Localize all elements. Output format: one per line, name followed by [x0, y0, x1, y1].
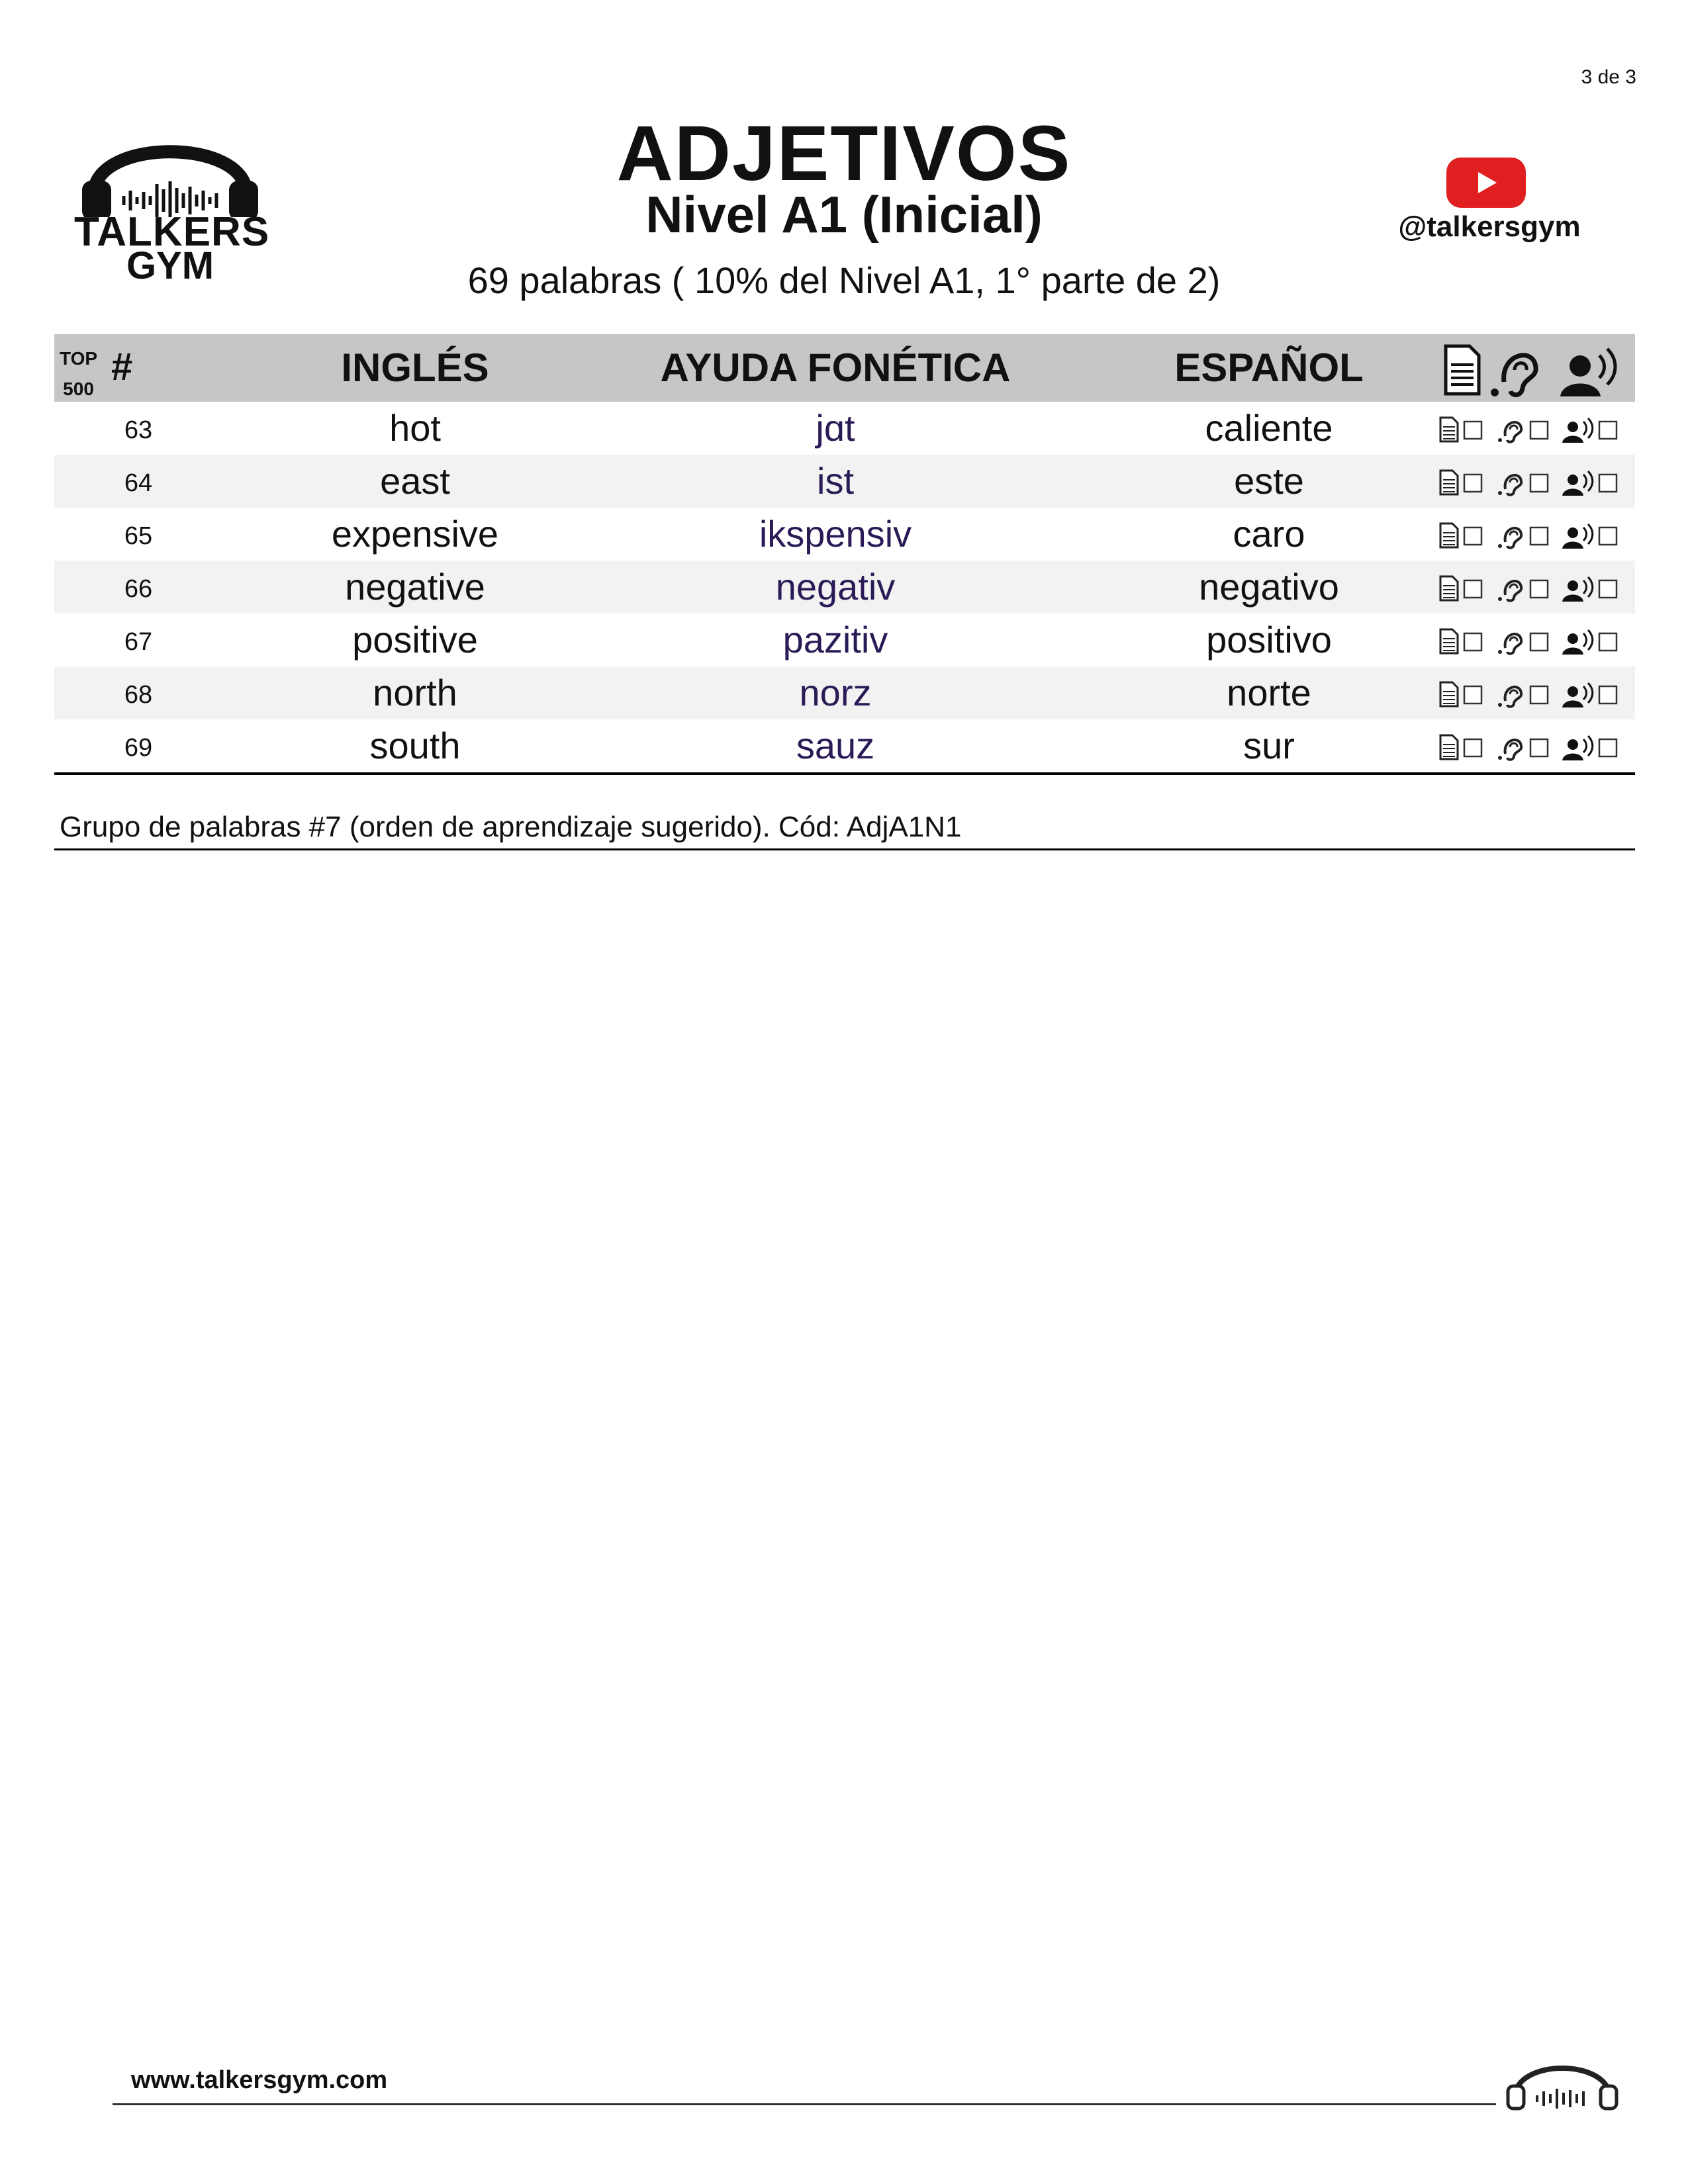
document-icon: [1440, 418, 1458, 441]
group-divider: [54, 848, 1635, 850]
spanish-word: positivo: [1206, 619, 1332, 660]
english-word: east: [380, 460, 450, 502]
speaking-person-icon: [1562, 683, 1593, 707]
spanish-word: este: [1234, 460, 1304, 502]
listen-ear-icon: [1498, 528, 1521, 548]
speaking-person-icon: [1562, 471, 1593, 496]
document-icon: [1440, 576, 1458, 600]
listen-ear-icon: [1498, 740, 1521, 760]
english-word: south: [369, 725, 461, 766]
practice-checkboxes[interactable]: [1436, 468, 1635, 497]
row-number: 64: [124, 469, 153, 497]
practice-checkboxes[interactable]: [1436, 680, 1635, 709]
phonetic-header: AYUDA FONÉTICA: [660, 345, 1011, 390]
level-subtitle: Nivel A1 (Inicial): [645, 185, 1043, 244]
listen-ear-icon: [1498, 634, 1521, 654]
page-title: ADJETIVOS: [616, 110, 1072, 197]
spanish-header: ESPAÑOL: [1174, 345, 1364, 390]
phonetic-aid: sauz: [796, 725, 875, 766]
top-500-label: TOP 500: [60, 348, 98, 399]
row-number: 63: [124, 416, 153, 444]
english-word: negative: [345, 566, 485, 608]
english-word: hot: [389, 407, 441, 449]
listen-ear-icon: [1498, 475, 1521, 495]
table-row: [54, 508, 1635, 561]
table-row: [54, 455, 1635, 508]
document-icon: [1440, 682, 1458, 706]
footer-rule: [113, 2103, 1496, 2105]
table-header: [54, 334, 1635, 402]
table-body: [54, 402, 1635, 772]
logo-text-gym: GYM: [126, 244, 214, 287]
phonetic-aid: ist: [817, 460, 854, 502]
practice-checkboxes[interactable]: [1436, 574, 1635, 603]
header-icons: [1438, 341, 1630, 398]
logo-text-talkers: TALKERS: [74, 209, 270, 255]
practice-checkboxes[interactable]: [1436, 521, 1635, 550]
english-header: INGLÉS: [341, 345, 489, 390]
row-number: 65: [124, 522, 153, 550]
spanish-word: caliente: [1205, 407, 1333, 449]
speaking-person-icon: [1562, 418, 1593, 443]
phonetic-aid: ikspensiv: [759, 513, 912, 555]
listen-ear-icon: [1498, 422, 1521, 442]
row-number: 66: [124, 575, 153, 603]
spanish-word: negativo: [1199, 566, 1339, 608]
speaking-person-icon: [1562, 630, 1593, 655]
table-row: [54, 719, 1635, 772]
spanish-word: norte: [1227, 672, 1311, 713]
group-note: Grupo de palabras #7 (orden de aprendizaje sugerido). Cód: AdjA1N1: [60, 811, 962, 843]
row-number: 69: [124, 734, 153, 762]
speaking-person-icon: [1562, 524, 1593, 549]
practice-checkboxes[interactable]: [1436, 627, 1635, 656]
phonetic-aid: jɑt: [816, 407, 855, 449]
speaking-person-icon: [1560, 349, 1615, 396]
page-number: 3 de 3: [1581, 66, 1636, 88]
number-header: #: [111, 345, 133, 388]
word-count: 69 palabras ( 10% del Nivel A1, 1° parte de 2): [467, 259, 1221, 301]
document-icon: [1440, 735, 1458, 759]
speaking-person-icon: [1562, 736, 1593, 760]
english-word: expensive: [331, 513, 499, 555]
listen-ear-icon: [1498, 581, 1521, 601]
english-word: north: [373, 672, 457, 713]
row-number: 67: [124, 628, 153, 656]
spanish-word: caro: [1233, 513, 1305, 555]
document-icon: [1440, 629, 1458, 653]
vocabulary-table: [54, 334, 1635, 775]
listen-ear-icon: [1491, 355, 1536, 396]
row-number: 68: [124, 681, 153, 709]
practice-checkboxes[interactable]: [1436, 415, 1635, 444]
table-row: [54, 614, 1635, 666]
listen-ear-icon: [1498, 687, 1521, 707]
speaking-person-icon: [1562, 577, 1593, 602]
channel-handle[interactable]: @talkersgym: [1398, 210, 1581, 243]
table-row: [54, 402, 1635, 455]
document-icon: [1446, 346, 1479, 394]
table-row: [54, 666, 1635, 719]
phonetic-aid: negativ: [775, 566, 896, 608]
youtube-icon[interactable]: [1446, 158, 1526, 208]
table-row: [54, 561, 1635, 614]
english-word: positive: [352, 619, 478, 660]
table-bottom-rule: [54, 772, 1635, 775]
document-icon: [1440, 471, 1458, 494]
practice-checkboxes[interactable]: [1436, 733, 1635, 762]
spanish-word: sur: [1243, 725, 1295, 766]
phonetic-aid: norz: [799, 672, 872, 713]
phonetic-aid: pazitiv: [782, 619, 888, 660]
footer-url[interactable]: www.talkersgym.com: [131, 2066, 388, 2094]
document-icon: [1440, 523, 1458, 547]
headphones-logo-icon: [1503, 2052, 1622, 2111]
